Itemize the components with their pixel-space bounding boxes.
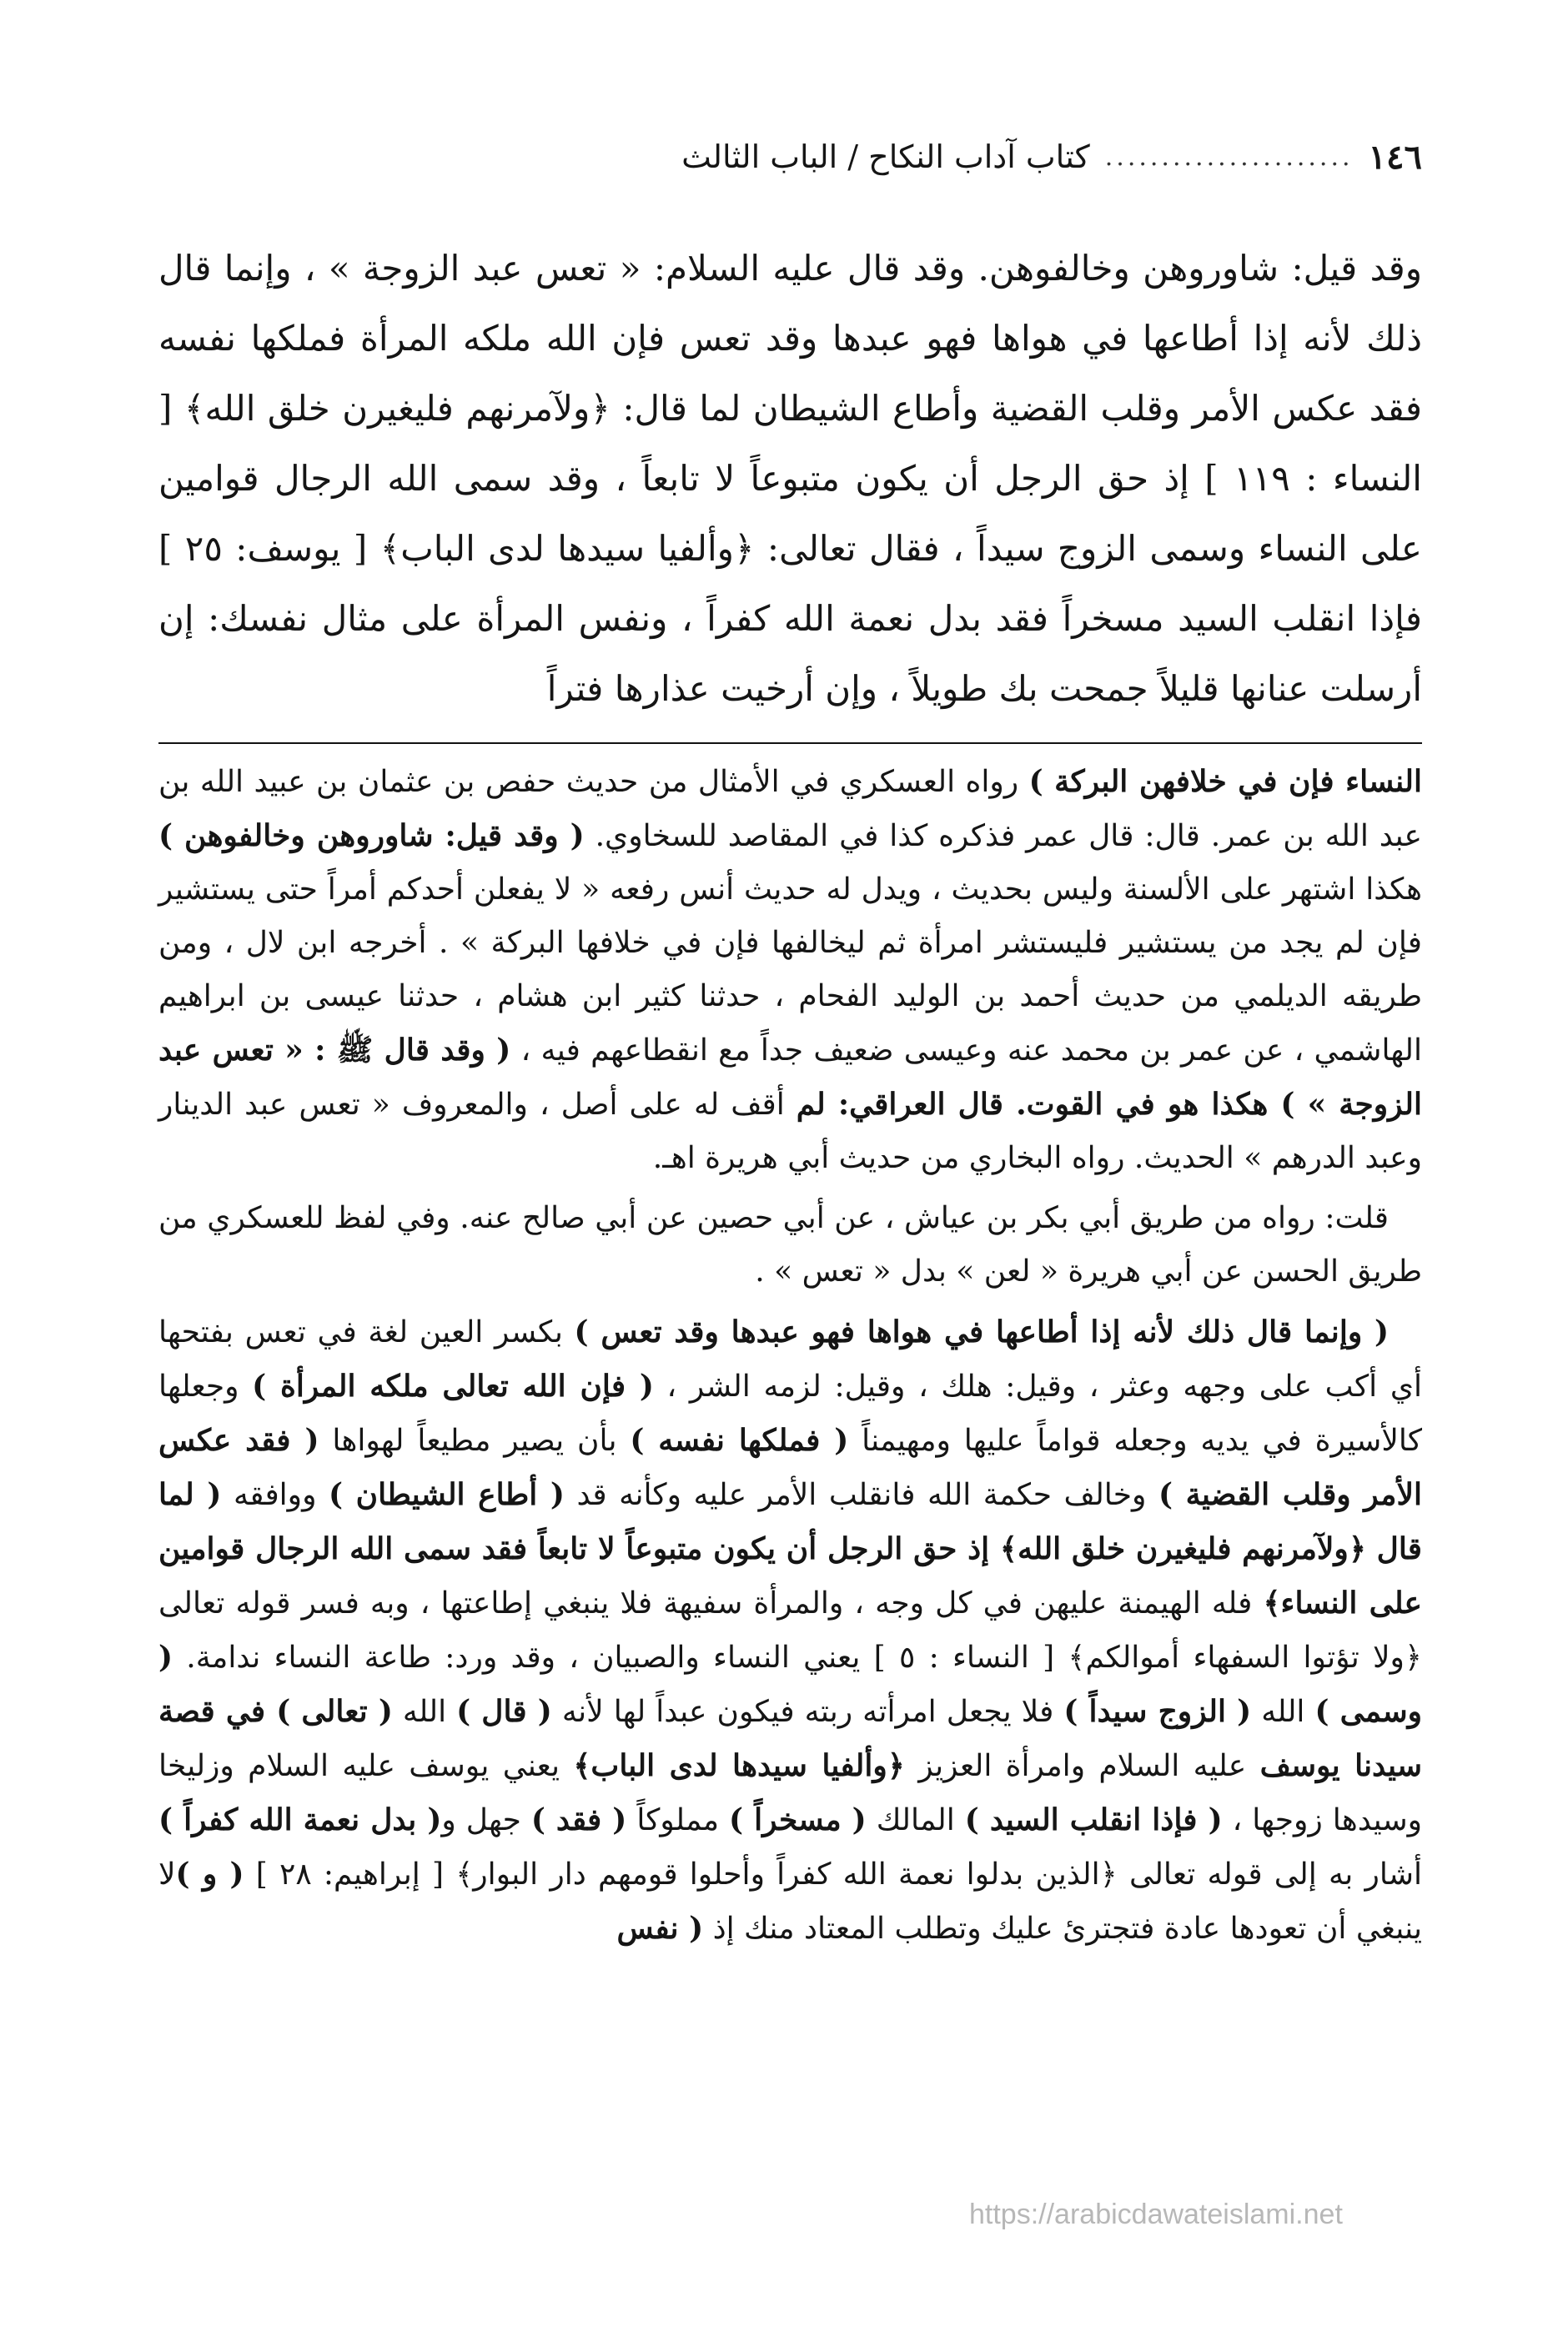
quoted-matn: ( وسمى ) bbox=[158, 1640, 1422, 1729]
commentary-text: أشار به إلى قوله تعالى ﴿الذين بدلوا نعمة الله كفراً وأحلوا قومهم دار البوار﴾ [ إبراهيم: ٢٨ ] bbox=[244, 1857, 1422, 1892]
commentary-text: ووافقه bbox=[221, 1478, 329, 1512]
quoted-matn: ( وإنما قال ذلك لأنه إذا أطاعها في هواها فهو عبدها وقد تعس ) bbox=[574, 1314, 1389, 1349]
quoted-matn: ﴿وألفيا سيدها لدى الباب﴾ bbox=[573, 1748, 905, 1783]
quoted-matn: ( أطاع الشيطان ) bbox=[329, 1477, 565, 1512]
quoted-matn: ( نفس bbox=[616, 1911, 704, 1946]
main-paragraph: وقد قيل: شاوروهن وخالفوهن. وقد قال عليه السلام: « تعس عبد الزوجة » ، وإنما قال ذلك لأنه إذا أطاعها في هواها فهو عبدها وقد تعس فإن الله ملكه المرأة فملكها نفسه فقد عكس الأمر وقلب القضية وأطاع الشيطان لما قال: ﴿ولآمرنهم فليغيرن خلق الله﴾ [ النساء : ١١٩ ] إذ حق الرجل أن يكون متبوعاً لا تابعاً ، وقد سمى الله الرجال قوامين على النساء وسمى الزوج سيداً ، فقال تعالى: ﴿وألفيا سيدها لدى الباب﴾ [ يوسف: ٢٥ ] فإذا انقلب السيد مسخراً فقد بدل نعمة الله كفراً ، ونفس المرأة على مثال نفسك: إن أرسلت عنانها قليلاً جمحت بك طويلاً ، وإن أرخيت عذارها فتراً bbox=[158, 248, 1422, 709]
commentary-text: بأن يصير مطيعاً لهواها bbox=[319, 1424, 631, 1458]
quoted-matn: ( فقد ) bbox=[530, 1802, 627, 1837]
watermark: https://arabicdawateislami.net bbox=[969, 2199, 1343, 2230]
commentary-text: أقف له على أصل ، والمعروف « تعس عبد الدينار وعبد الدرهم » الحديث. رواه البخاري من حديث أبي هريرة اهـ. bbox=[158, 1088, 1422, 1175]
commentary-text: هكذا اشتهر على الألسنة وليس بحديث ، ويدل له حديث أنس رفعه « لا يفعلن أحدكم أمراً حتى يستشير فإن لم يجد من يستشير فليستشر امرأة ثم ليخالفها فإن في خلافها البركة » . أخرجه ابن لال ، ومن طريقه الديلمي من حديث أحمد بن الوليد الفحام ، حدثنا كثير ابن هشام ، حدثنا عيسى بن ابراهيم الهاشمي ، عن عمر بن محمد عنه وعيسى ضعيف جداً مع انقطاعهم فيه ، bbox=[158, 872, 1423, 1068]
quoted-matn: ( بدل نعمة الله كفراً ) bbox=[158, 1802, 442, 1837]
quoted-matn: ( قال ) bbox=[456, 1694, 552, 1729]
commentary-text: عليه السلام وامرأة العزيز bbox=[904, 1749, 1260, 1783]
commentary-text: وجعلها كالأسيرة في يديه وجعله قواماً عليها ومهيمناً bbox=[158, 1370, 1422, 1458]
quoted-matn: ( وقد قال ﷺ : « تعس عبد الزوجة » ) هكذا هو في القوت. قال العراقي: لم bbox=[158, 1033, 1422, 1122]
quoted-matn: ( مسخراً ) bbox=[729, 1802, 867, 1837]
commentary-text: يعني يوسف عليه السلام وزليخا وسيدها زوجها ، bbox=[158, 1749, 1423, 1837]
quoted-matn: ( فقد عكس الأمر وقلب القضية ) bbox=[158, 1423, 1422, 1512]
quoted-matn: ( فإن الله تعالى ملكه المرأة ) bbox=[252, 1369, 654, 1404]
commentary-text: جهل و bbox=[441, 1803, 531, 1837]
commentary-text: مملوكاً bbox=[626, 1803, 730, 1837]
running-head bbox=[158, 132, 1422, 182]
quoted-matn: ( لما قال ﴿ولآمرنهم فليغيرن خلق الله﴾ إذ حق الرجل أن يكون متبوعاً لا تابعاً فقد سمى الله الرجال قوامين على النساء﴾ bbox=[158, 1477, 1422, 1621]
commentary-paragraph bbox=[158, 755, 1422, 1185]
quoted-matn: ( الزوج سيداً ) bbox=[1063, 1694, 1252, 1729]
quoted-matn: ( وقد قيل: شاوروهن وخالفوهن ) bbox=[158, 818, 585, 853]
commentary-text: فله الهيمنة عليهن في كل وجه ، والمرأة سفيهة فلا ينبغي إطاعتها ، وبه فسر قوله تعالى ﴿ولا تؤتوا السفهاء أموالكم﴾ [ النساء : ٥ ] يعني النساء والصبيان ، وقد ورد: طاعة النساء ندامة. bbox=[158, 1586, 1422, 1675]
commentary-text: وخالف حكمة الله فانقلب الأمر عليه وكأنه قد bbox=[564, 1478, 1158, 1512]
commentary-text: المالك bbox=[866, 1803, 965, 1837]
main-text bbox=[158, 234, 1422, 724]
footnote-divider bbox=[158, 742, 1422, 744]
commentary-text: بكسر العين لغة في تعس بفتحها أي أكب على وجهه وعثر ، وقيل: هلك ، وقيل: لزمه الشر ، bbox=[158, 1315, 1422, 1404]
commentary-paragraph bbox=[158, 1192, 1422, 1299]
quoted-matn: ( فإذا انقلب السيد ) bbox=[964, 1802, 1223, 1837]
commentary-text: لا ينبغي أن تعودها عادة فتجترئ عليك وتطلب المعتاد منك إذ bbox=[158, 1857, 1422, 1946]
commentary-text: رواه العسكري في الأمثال من حديث حفص بن عثمان بن عبيد الله بن عبد الله بن عمر. قال: قال عمر فذكره كذا في المقاصد للسخاوي. bbox=[158, 765, 1423, 853]
quoted-matn: ( تعالى ) في قصة سيدنا يوسف bbox=[158, 1694, 1422, 1783]
commentary-text: فلا يجعل امرأته ربته فيكون عبداً لها لأنه bbox=[551, 1695, 1064, 1729]
header-dots: ...................... bbox=[1104, 142, 1354, 172]
commentary bbox=[158, 755, 1422, 1963]
quoted-matn: النساء فإن في خلافهن البركة ) bbox=[1028, 764, 1423, 799]
page-number: ١٤٦ bbox=[1368, 137, 1422, 177]
commentary-text: قلت: رواه من طريق أبي بكر بن عياش ، عن أبي حصين عن أبي صالح عنه. وفي لفظ للعسكري من طريق الحسن عن أبي هريرة « لعن » بدل « تعس » . bbox=[158, 1201, 1422, 1289]
header-title: كتاب آداب النكاح / الباب الثالث bbox=[681, 138, 1090, 175]
commentary-paragraph bbox=[158, 1305, 1422, 1956]
commentary-text: الله bbox=[1251, 1695, 1315, 1729]
commentary-text: الله bbox=[392, 1695, 457, 1729]
quoted-matn: ( و ) bbox=[175, 1857, 244, 1892]
quoted-matn: ( فملكها نفسه ) bbox=[630, 1423, 849, 1458]
